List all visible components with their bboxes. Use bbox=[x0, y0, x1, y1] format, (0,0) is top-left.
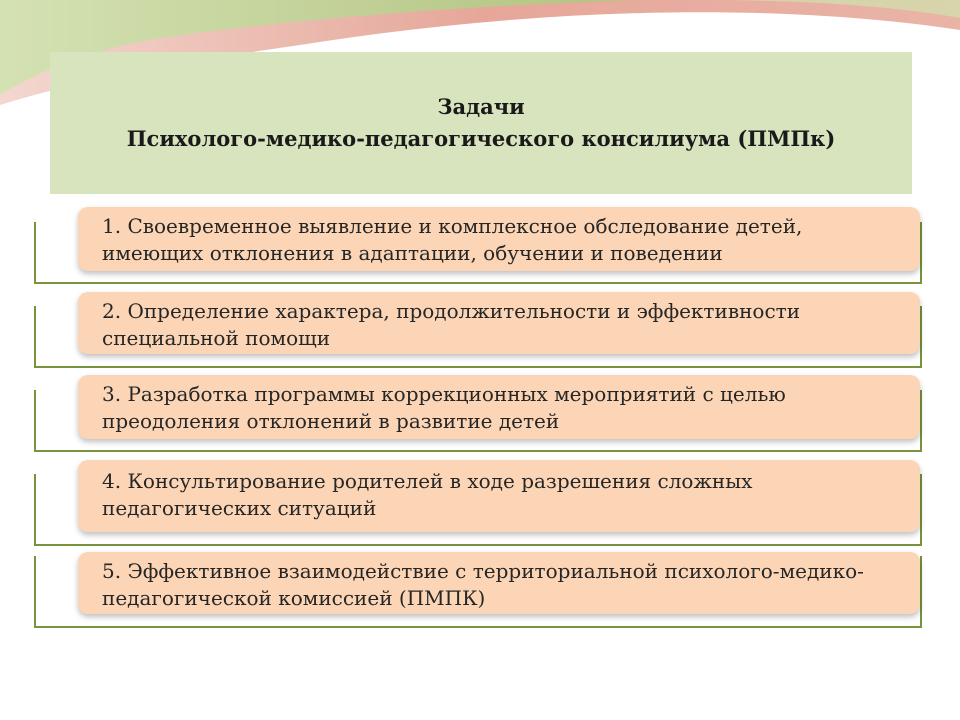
task-item-2 bbox=[78, 292, 920, 354]
task-text: 5. Эффективное взаимодействие с территориальной психолого-медико- bbox=[102, 559, 864, 583]
title-line-1: Задачи bbox=[437, 94, 525, 119]
task-text: педагогической комиссией (ПМПК) bbox=[102, 586, 486, 610]
task-item-4 bbox=[78, 460, 920, 532]
task-item-1 bbox=[78, 207, 920, 271]
task-text: имеющих отклонения в адаптации, обучении и поведении bbox=[102, 241, 723, 265]
task-text: 4. Консультирование родителей в ходе разрешения сложных bbox=[102, 469, 753, 493]
task-item-5 bbox=[78, 552, 920, 614]
title-line-2: Психолого-медико-педагогического консилиума (ПМПк) bbox=[126, 126, 836, 151]
task-text: педагогических ситуаций bbox=[102, 496, 377, 520]
slide-title bbox=[50, 52, 912, 194]
task-text: специальной помощи bbox=[102, 326, 331, 350]
task-text: преодоления отклонений в развитие детей bbox=[102, 409, 560, 433]
task-item-3 bbox=[78, 375, 920, 439]
task-text: 1. Своевременное выявление и комплексное обследование детей, bbox=[102, 214, 803, 238]
task-text: 3. Разработка программы коррекционных мероприятий с целью bbox=[102, 382, 786, 406]
task-text: 2. Определение характера, продолжительности и эффективности bbox=[102, 299, 801, 323]
